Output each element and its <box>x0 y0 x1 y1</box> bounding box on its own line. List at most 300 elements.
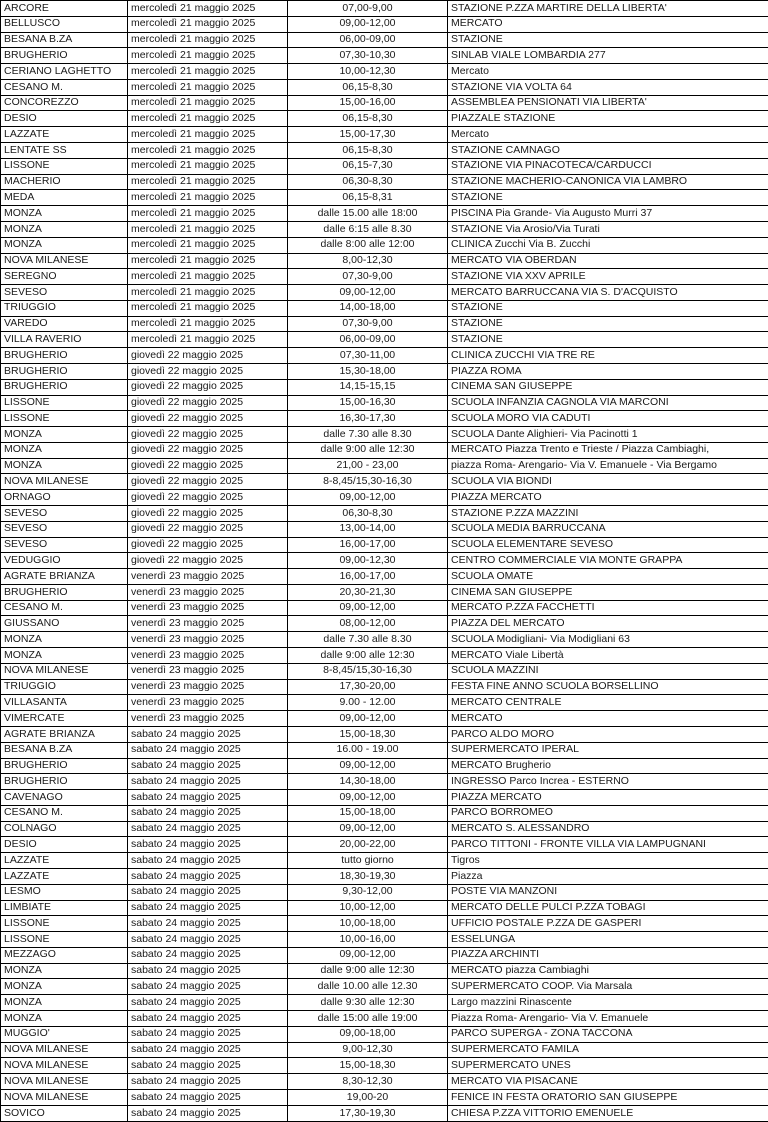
cell-location: INGRESSO Parco Increa - ESTERNO <box>448 774 768 790</box>
table-row <box>1 442 768 458</box>
cell-city: BRUGHERIO <box>1 363 128 379</box>
cell-date: sabato 24 maggio 2025 <box>128 979 288 995</box>
cell-date: mercoledì 21 maggio 2025 <box>128 143 288 159</box>
table-row <box>1 174 768 190</box>
table-row <box>1 663 768 679</box>
cell-date: giovedì 22 maggio 2025 <box>128 442 288 458</box>
cell-location: MERCATO VIA PISACANE <box>448 1074 768 1090</box>
table-row <box>1 48 768 64</box>
table-row <box>1 158 768 174</box>
cell-city: SEVESO <box>1 537 128 553</box>
cell-time: 8-8,45/15,30-16,30 <box>288 474 448 490</box>
cell-time: 06,30-8,30 <box>288 174 448 190</box>
cell-city: CESANO M. <box>1 79 128 95</box>
cell-city: LISSONE <box>1 916 128 932</box>
cell-time: dalle 7.30 alle 8.30 <box>288 427 448 443</box>
table-row <box>1 190 768 206</box>
cell-city: MONZA <box>1 442 128 458</box>
cell-location: Tigros <box>448 853 768 869</box>
cell-time: 15,00-17,30 <box>288 127 448 143</box>
cell-city: NOVA MILANESE <box>1 1089 128 1105</box>
cell-city: MEZZAGO <box>1 947 128 963</box>
cell-time: dalle 10.00 alle 12.30 <box>288 979 448 995</box>
table-row <box>1 395 768 411</box>
cell-city: MONZA <box>1 458 128 474</box>
table-row <box>1 932 768 948</box>
cell-location: MERCATO <box>448 711 768 727</box>
cell-location: SUPERMERCATO COOP. Via Marsala <box>448 979 768 995</box>
cell-date: mercoledì 21 maggio 2025 <box>128 32 288 48</box>
cell-time: 13,00-14,00 <box>288 521 448 537</box>
table-row <box>1 695 768 711</box>
cell-location: STAZIONE P.ZZA MAZZINI <box>448 506 768 522</box>
cell-time: 10,00-16,00 <box>288 932 448 948</box>
cell-date: giovedì 22 maggio 2025 <box>128 395 288 411</box>
cell-city: LISSONE <box>1 411 128 427</box>
cell-city: SEVESO <box>1 285 128 301</box>
table-row <box>1 253 768 269</box>
cell-time: 16,30-17,30 <box>288 411 448 427</box>
cell-time: 10,00-18,00 <box>288 916 448 932</box>
table-row <box>1 632 768 648</box>
cell-location: STAZIONE MACHERIO-CANONICA VIA LAMBRO <box>448 174 768 190</box>
cell-time: 08,00-12,00 <box>288 616 448 632</box>
cell-time: 17,30-19,30 <box>288 1105 448 1121</box>
cell-date: mercoledì 21 maggio 2025 <box>128 332 288 348</box>
cell-date: mercoledì 21 maggio 2025 <box>128 285 288 301</box>
cell-city: LISSONE <box>1 395 128 411</box>
cell-time: 20,30-21,30 <box>288 584 448 600</box>
cell-time: dalle 15:00 alle 19:00 <box>288 1011 448 1027</box>
cell-city: LISSONE <box>1 932 128 948</box>
cell-city: VEDUGGIO <box>1 553 128 569</box>
cell-time: 06,00-09,00 <box>288 332 448 348</box>
cell-date: giovedì 22 maggio 2025 <box>128 411 288 427</box>
cell-time: dalle 7.30 alle 8.30 <box>288 632 448 648</box>
cell-location: PIAZZA DEL MERCATO <box>448 616 768 632</box>
cell-city: BESANA B.ZA <box>1 742 128 758</box>
cell-city: MONZA <box>1 995 128 1011</box>
cell-time: 16,00-17,00 <box>288 569 448 585</box>
cell-date: sabato 24 maggio 2025 <box>128 995 288 1011</box>
cell-date: venerdì 23 maggio 2025 <box>128 632 288 648</box>
cell-time: dalle 9:00 alle 12:30 <box>288 648 448 664</box>
table-row <box>1 490 768 506</box>
cell-location: Mercato <box>448 127 768 143</box>
cell-location: MERCATO <box>448 16 768 32</box>
cell-date: venerdì 23 maggio 2025 <box>128 663 288 679</box>
cell-location: MERCATO P.ZZA FACCHETTI <box>448 600 768 616</box>
cell-time: 9,30-12,00 <box>288 884 448 900</box>
table-row <box>1 853 768 869</box>
table-row <box>1 1042 768 1058</box>
cell-city: MONZA <box>1 427 128 443</box>
cell-date: sabato 24 maggio 2025 <box>128 758 288 774</box>
table-row <box>1 316 768 332</box>
cell-city: GIUSSANO <box>1 616 128 632</box>
table-row <box>1 458 768 474</box>
cell-time: 07,30-9,00 <box>288 316 448 332</box>
cell-city: BRUGHERIO <box>1 48 128 64</box>
table-row <box>1 742 768 758</box>
cell-time: 09,00-12,00 <box>288 711 448 727</box>
cell-city: VILLA RAVERIO <box>1 332 128 348</box>
cell-city: BRUGHERIO <box>1 758 128 774</box>
cell-location: MERCATO VIA OBERDAN <box>448 253 768 269</box>
table-row <box>1 963 768 979</box>
cell-date: sabato 24 maggio 2025 <box>128 1011 288 1027</box>
table-row <box>1 537 768 553</box>
cell-location: SUPERMERCATO FAMILA <box>448 1042 768 1058</box>
cell-date: sabato 24 maggio 2025 <box>128 853 288 869</box>
table-row <box>1 1026 768 1042</box>
cell-date: mercoledì 21 maggio 2025 <box>128 1 288 17</box>
cell-city: CAVENAGO <box>1 790 128 806</box>
cell-location: PARCO BORROMEO <box>448 805 768 821</box>
cell-location: SUPERMERCATO UNES <box>448 1058 768 1074</box>
table-row <box>1 584 768 600</box>
table-row <box>1 553 768 569</box>
cell-city: DESIO <box>1 111 128 127</box>
cell-location: STAZIONE <box>448 190 768 206</box>
table-row <box>1 1058 768 1074</box>
table-row <box>1 868 768 884</box>
cell-location: PARCO SUPERGA - ZONA TACCONA <box>448 1026 768 1042</box>
cell-location: Mercato <box>448 64 768 80</box>
cell-location: STAZIONE Via Arosio/Via Turati <box>448 221 768 237</box>
cell-date: giovedì 22 maggio 2025 <box>128 490 288 506</box>
cell-date: giovedì 22 maggio 2025 <box>128 521 288 537</box>
cell-time: 8-8,45/15,30-16,30 <box>288 663 448 679</box>
cell-location: MERCATO S. ALESSANDRO <box>448 821 768 837</box>
cell-city: NOVA MILANESE <box>1 474 128 490</box>
cell-date: giovedì 22 maggio 2025 <box>128 348 288 364</box>
cell-time: 09,00-12,30 <box>288 553 448 569</box>
cell-location: STAZIONE P.ZZA MARTIRE DELLA LIBERTA' <box>448 1 768 17</box>
cell-date: sabato 24 maggio 2025 <box>128 1105 288 1121</box>
cell-city: TRIUGGIO <box>1 679 128 695</box>
cell-time: tutto giorno <box>288 853 448 869</box>
table-row <box>1 379 768 395</box>
cell-date: giovedì 22 maggio 2025 <box>128 379 288 395</box>
cell-city: TRIUGGIO <box>1 300 128 316</box>
table-row <box>1 679 768 695</box>
cell-time: 06,00-09,00 <box>288 32 448 48</box>
cell-city: MONZA <box>1 632 128 648</box>
cell-city: MONZA <box>1 206 128 222</box>
cell-time: 15,00-18,30 <box>288 1058 448 1074</box>
cell-time: dalle 9:30 alle 12:30 <box>288 995 448 1011</box>
cell-city: COLNAGO <box>1 821 128 837</box>
cell-date: giovedì 22 maggio 2025 <box>128 474 288 490</box>
cell-location: FESTA FINE ANNO SCUOLA BORSELLINO <box>448 679 768 695</box>
table-row <box>1 127 768 143</box>
cell-city: NOVA MILANESE <box>1 1058 128 1074</box>
cell-location: STAZIONE VIA PINACOTECA/CARDUCCI <box>448 158 768 174</box>
cell-city: DESIO <box>1 837 128 853</box>
cell-city: VAREDO <box>1 316 128 332</box>
cell-date: giovedì 22 maggio 2025 <box>128 537 288 553</box>
cell-date: sabato 24 maggio 2025 <box>128 790 288 806</box>
table-row <box>1 111 768 127</box>
cell-time: 06,15-8,30 <box>288 111 448 127</box>
cell-city: LAZZATE <box>1 853 128 869</box>
cell-location: PIAZZA MERCATO <box>448 790 768 806</box>
cell-city: BRUGHERIO <box>1 584 128 600</box>
cell-time: 10,00-12,00 <box>288 900 448 916</box>
table-row <box>1 790 768 806</box>
cell-city: MEDA <box>1 190 128 206</box>
cell-time: 09,00-12,00 <box>288 790 448 806</box>
cell-date: mercoledì 21 maggio 2025 <box>128 95 288 111</box>
cell-location: MERCATO Piazza Trento e Trieste / Piazza Cambiaghi, <box>448 442 768 458</box>
cell-time: 09,00-12,00 <box>288 285 448 301</box>
cell-date: sabato 24 maggio 2025 <box>128 868 288 884</box>
cell-location: STAZIONE VIA XXV APRILE <box>448 269 768 285</box>
table-row <box>1 1089 768 1105</box>
cell-location: SCUOLA VIA BIONDI <box>448 474 768 490</box>
cell-city: MONZA <box>1 979 128 995</box>
cell-location: SCUOLA OMATE <box>448 569 768 585</box>
cell-date: mercoledì 21 maggio 2025 <box>128 190 288 206</box>
cell-city: NOVA MILANESE <box>1 253 128 269</box>
cell-city: NOVA MILANESE <box>1 663 128 679</box>
table-row <box>1 774 768 790</box>
table-row <box>1 300 768 316</box>
cell-time: 9,00-12,30 <box>288 1042 448 1058</box>
cell-time: 09,00-12,00 <box>288 16 448 32</box>
table-row <box>1 206 768 222</box>
cell-location: POSTE VIA MANZONI <box>448 884 768 900</box>
table-row <box>1 221 768 237</box>
cell-location: PIAZZA ROMA <box>448 363 768 379</box>
cell-city: LAZZATE <box>1 868 128 884</box>
cell-date: sabato 24 maggio 2025 <box>128 742 288 758</box>
table-row <box>1 521 768 537</box>
cell-time: 07,00-9,00 <box>288 1 448 17</box>
cell-location: MERCATO BARRUCCANA VIA S. D'ACQUISTO <box>448 285 768 301</box>
cell-time: 8,30-12,30 <box>288 1074 448 1090</box>
table-row <box>1 947 768 963</box>
cell-location: CHIESA P.ZZA VITTORIO EMENUELE <box>448 1105 768 1121</box>
cell-date: giovedì 22 maggio 2025 <box>128 363 288 379</box>
cell-date: mercoledì 21 maggio 2025 <box>128 300 288 316</box>
cell-location: STAZIONE <box>448 300 768 316</box>
cell-time: 09,00-12,00 <box>288 947 448 963</box>
cell-date: mercoledì 21 maggio 2025 <box>128 48 288 64</box>
cell-city: LENTATE SS <box>1 143 128 159</box>
cell-date: mercoledì 21 maggio 2025 <box>128 269 288 285</box>
cell-time: 15,00-16,30 <box>288 395 448 411</box>
cell-location: CLINICA ZUCCHI VIA TRE RE <box>448 348 768 364</box>
cell-time: 14,30-18,00 <box>288 774 448 790</box>
cell-location: CINEMA SAN GIUSEPPE <box>448 584 768 600</box>
cell-location: PIAZZALE STAZIONE <box>448 111 768 127</box>
cell-city: MUGGIO' <box>1 1026 128 1042</box>
cell-date: sabato 24 maggio 2025 <box>128 932 288 948</box>
cell-location: SUPERMERCATO IPERAL <box>448 742 768 758</box>
cell-date: sabato 24 maggio 2025 <box>128 837 288 853</box>
cell-date: giovedì 22 maggio 2025 <box>128 458 288 474</box>
cell-time: 06,15-7,30 <box>288 158 448 174</box>
cell-time: 15,00-18,30 <box>288 726 448 742</box>
cell-time: 15,30-18,00 <box>288 363 448 379</box>
cell-date: mercoledì 21 maggio 2025 <box>128 253 288 269</box>
cell-date: venerdì 23 maggio 2025 <box>128 569 288 585</box>
cell-location: MERCATO Brugherio <box>448 758 768 774</box>
table-row <box>1 1074 768 1090</box>
cell-location: PIAZZA MERCATO <box>448 490 768 506</box>
cell-city: LIMBIATE <box>1 900 128 916</box>
cell-date: venerdì 23 maggio 2025 <box>128 648 288 664</box>
cell-location: STAZIONE CAMNAGO <box>448 143 768 159</box>
cell-date: sabato 24 maggio 2025 <box>128 1026 288 1042</box>
cell-city: SEVESO <box>1 506 128 522</box>
cell-date: mercoledì 21 maggio 2025 <box>128 111 288 127</box>
cell-time: 16.00 - 19.00 <box>288 742 448 758</box>
table-row <box>1 1105 768 1121</box>
cell-time: dalle 9:00 alle 12:30 <box>288 442 448 458</box>
cell-location: Largo mazzini Rinascente <box>448 995 768 1011</box>
cell-time: 06,15-8,31 <box>288 190 448 206</box>
cell-location: SCUOLA MAZZINI <box>448 663 768 679</box>
cell-city: SOVICO <box>1 1105 128 1121</box>
cell-date: venerdì 23 maggio 2025 <box>128 679 288 695</box>
cell-city: LESMO <box>1 884 128 900</box>
cell-city: MONZA <box>1 237 128 253</box>
cell-location: Piazza <box>448 868 768 884</box>
table-row <box>1 884 768 900</box>
cell-location: ESSELUNGA <box>448 932 768 948</box>
cell-date: mercoledì 21 maggio 2025 <box>128 158 288 174</box>
cell-date: mercoledì 21 maggio 2025 <box>128 221 288 237</box>
cell-time: 09,00-12,00 <box>288 758 448 774</box>
cell-time: 19,00-20 <box>288 1089 448 1105</box>
cell-city: BRUGHERIO <box>1 379 128 395</box>
cell-time: 15,00-16,00 <box>288 95 448 111</box>
cell-location: SCUOLA INFANZIA CAGNOLA VIA MARCONI <box>448 395 768 411</box>
cell-city: CERIANO LAGHETTO <box>1 64 128 80</box>
cell-location: CINEMA SAN GIUSEPPE <box>448 379 768 395</box>
cell-location: STAZIONE VIA VOLTA 64 <box>448 79 768 95</box>
cell-date: sabato 24 maggio 2025 <box>128 1089 288 1105</box>
table-row <box>1 285 768 301</box>
cell-time: 15,00-18,00 <box>288 805 448 821</box>
cell-city: MONZA <box>1 1011 128 1027</box>
cell-location: SCUOLA Dante Alighieri- Via Pacinotti 1 <box>448 427 768 443</box>
table-row <box>1 348 768 364</box>
table-row <box>1 900 768 916</box>
cell-location: FENICE IN FESTA ORATORIO SAN GIUSEPPE <box>448 1089 768 1105</box>
cell-location: MERCATO Viale Libertà <box>448 648 768 664</box>
cell-location: STAZIONE <box>448 332 768 348</box>
cell-location: MERCATO piazza Cambiaghi <box>448 963 768 979</box>
cell-date: sabato 24 maggio 2025 <box>128 900 288 916</box>
cell-date: giovedì 22 maggio 2025 <box>128 553 288 569</box>
table-row <box>1 600 768 616</box>
cell-location: CLINICA Zucchi Via B. Zucchi <box>448 237 768 253</box>
cell-date: mercoledì 21 maggio 2025 <box>128 206 288 222</box>
cell-date: venerdì 23 maggio 2025 <box>128 600 288 616</box>
table-row <box>1 506 768 522</box>
cell-city: SEVESO <box>1 521 128 537</box>
cell-date: venerdì 23 maggio 2025 <box>128 616 288 632</box>
table-row <box>1 237 768 253</box>
cell-time: 14,15-15,15 <box>288 379 448 395</box>
cell-time: 09,00-12,00 <box>288 600 448 616</box>
table-row <box>1 1011 768 1027</box>
cell-time: 9.00 - 12.00 <box>288 695 448 711</box>
cell-city: MACHERIO <box>1 174 128 190</box>
cell-city: CESANO M. <box>1 805 128 821</box>
cell-time: 10,00-12,30 <box>288 64 448 80</box>
table-row <box>1 726 768 742</box>
cell-location: SINLAB VIALE LOMBARDIA 277 <box>448 48 768 64</box>
cell-location: PISCINA Pia Grande- Via Augusto Murri 37 <box>448 206 768 222</box>
cell-time: 07,30-10,30 <box>288 48 448 64</box>
cell-time: 18,30-19,30 <box>288 868 448 884</box>
cell-city: CONCOREZZO <box>1 95 128 111</box>
table-row <box>1 805 768 821</box>
cell-date: mercoledì 21 maggio 2025 <box>128 16 288 32</box>
cell-date: mercoledì 21 maggio 2025 <box>128 79 288 95</box>
cell-date: sabato 24 maggio 2025 <box>128 821 288 837</box>
cell-city: VILLASANTA <box>1 695 128 711</box>
table-row <box>1 916 768 932</box>
table-row <box>1 616 768 632</box>
cell-time: 06,30-8,30 <box>288 506 448 522</box>
cell-time: 20,00-22,00 <box>288 837 448 853</box>
cell-date: sabato 24 maggio 2025 <box>128 1074 288 1090</box>
cell-city: ARCORE <box>1 1 128 17</box>
cell-date: venerdì 23 maggio 2025 <box>128 695 288 711</box>
cell-date: sabato 24 maggio 2025 <box>128 1058 288 1074</box>
cell-date: sabato 24 maggio 2025 <box>128 774 288 790</box>
cell-date: sabato 24 maggio 2025 <box>128 884 288 900</box>
table-row <box>1 269 768 285</box>
cell-time: dalle 6:15 alle 8.30 <box>288 221 448 237</box>
cell-location: Piazza Roma- Arengario- Via V. Emanuele <box>448 1011 768 1027</box>
table-row <box>1 821 768 837</box>
cell-time: 06,15-8,30 <box>288 79 448 95</box>
cell-date: mercoledì 21 maggio 2025 <box>128 174 288 190</box>
cell-city: BRUGHERIO <box>1 348 128 364</box>
cell-city: LAZZATE <box>1 127 128 143</box>
cell-location: PARCO TITTONI - FRONTE VILLA VIA LAMPUGNANI <box>448 837 768 853</box>
cell-date: mercoledì 21 maggio 2025 <box>128 316 288 332</box>
cell-date: giovedì 22 maggio 2025 <box>128 427 288 443</box>
cell-date: mercoledì 21 maggio 2025 <box>128 237 288 253</box>
cell-city: CESANO M. <box>1 600 128 616</box>
cell-location: STAZIONE <box>448 316 768 332</box>
cell-location: piazza Roma- Arengario- Via V. Emanuele - Via Bergamo <box>448 458 768 474</box>
cell-date: mercoledì 21 maggio 2025 <box>128 127 288 143</box>
cell-city: ORNAGO <box>1 490 128 506</box>
cell-city: MONZA <box>1 963 128 979</box>
cell-city: NOVA MILANESE <box>1 1074 128 1090</box>
cell-location: SCUOLA ELEMENTARE SEVESO <box>448 537 768 553</box>
cell-time: 14,00-18,00 <box>288 300 448 316</box>
cell-city: AGRATE BRIANZA <box>1 569 128 585</box>
cell-location: MERCATO CENTRALE <box>448 695 768 711</box>
cell-location: CENTRO COMMERCIALE VIA MONTE GRAPPA <box>448 553 768 569</box>
cell-city: BELLUSCO <box>1 16 128 32</box>
cell-location: UFFICIO POSTALE P.ZZA DE GASPERI <box>448 916 768 932</box>
cell-time: dalle 8:00 alle 12:00 <box>288 237 448 253</box>
cell-date: venerdì 23 maggio 2025 <box>128 584 288 600</box>
cell-time: 8,00-12,30 <box>288 253 448 269</box>
cell-time: 17,30-20,00 <box>288 679 448 695</box>
